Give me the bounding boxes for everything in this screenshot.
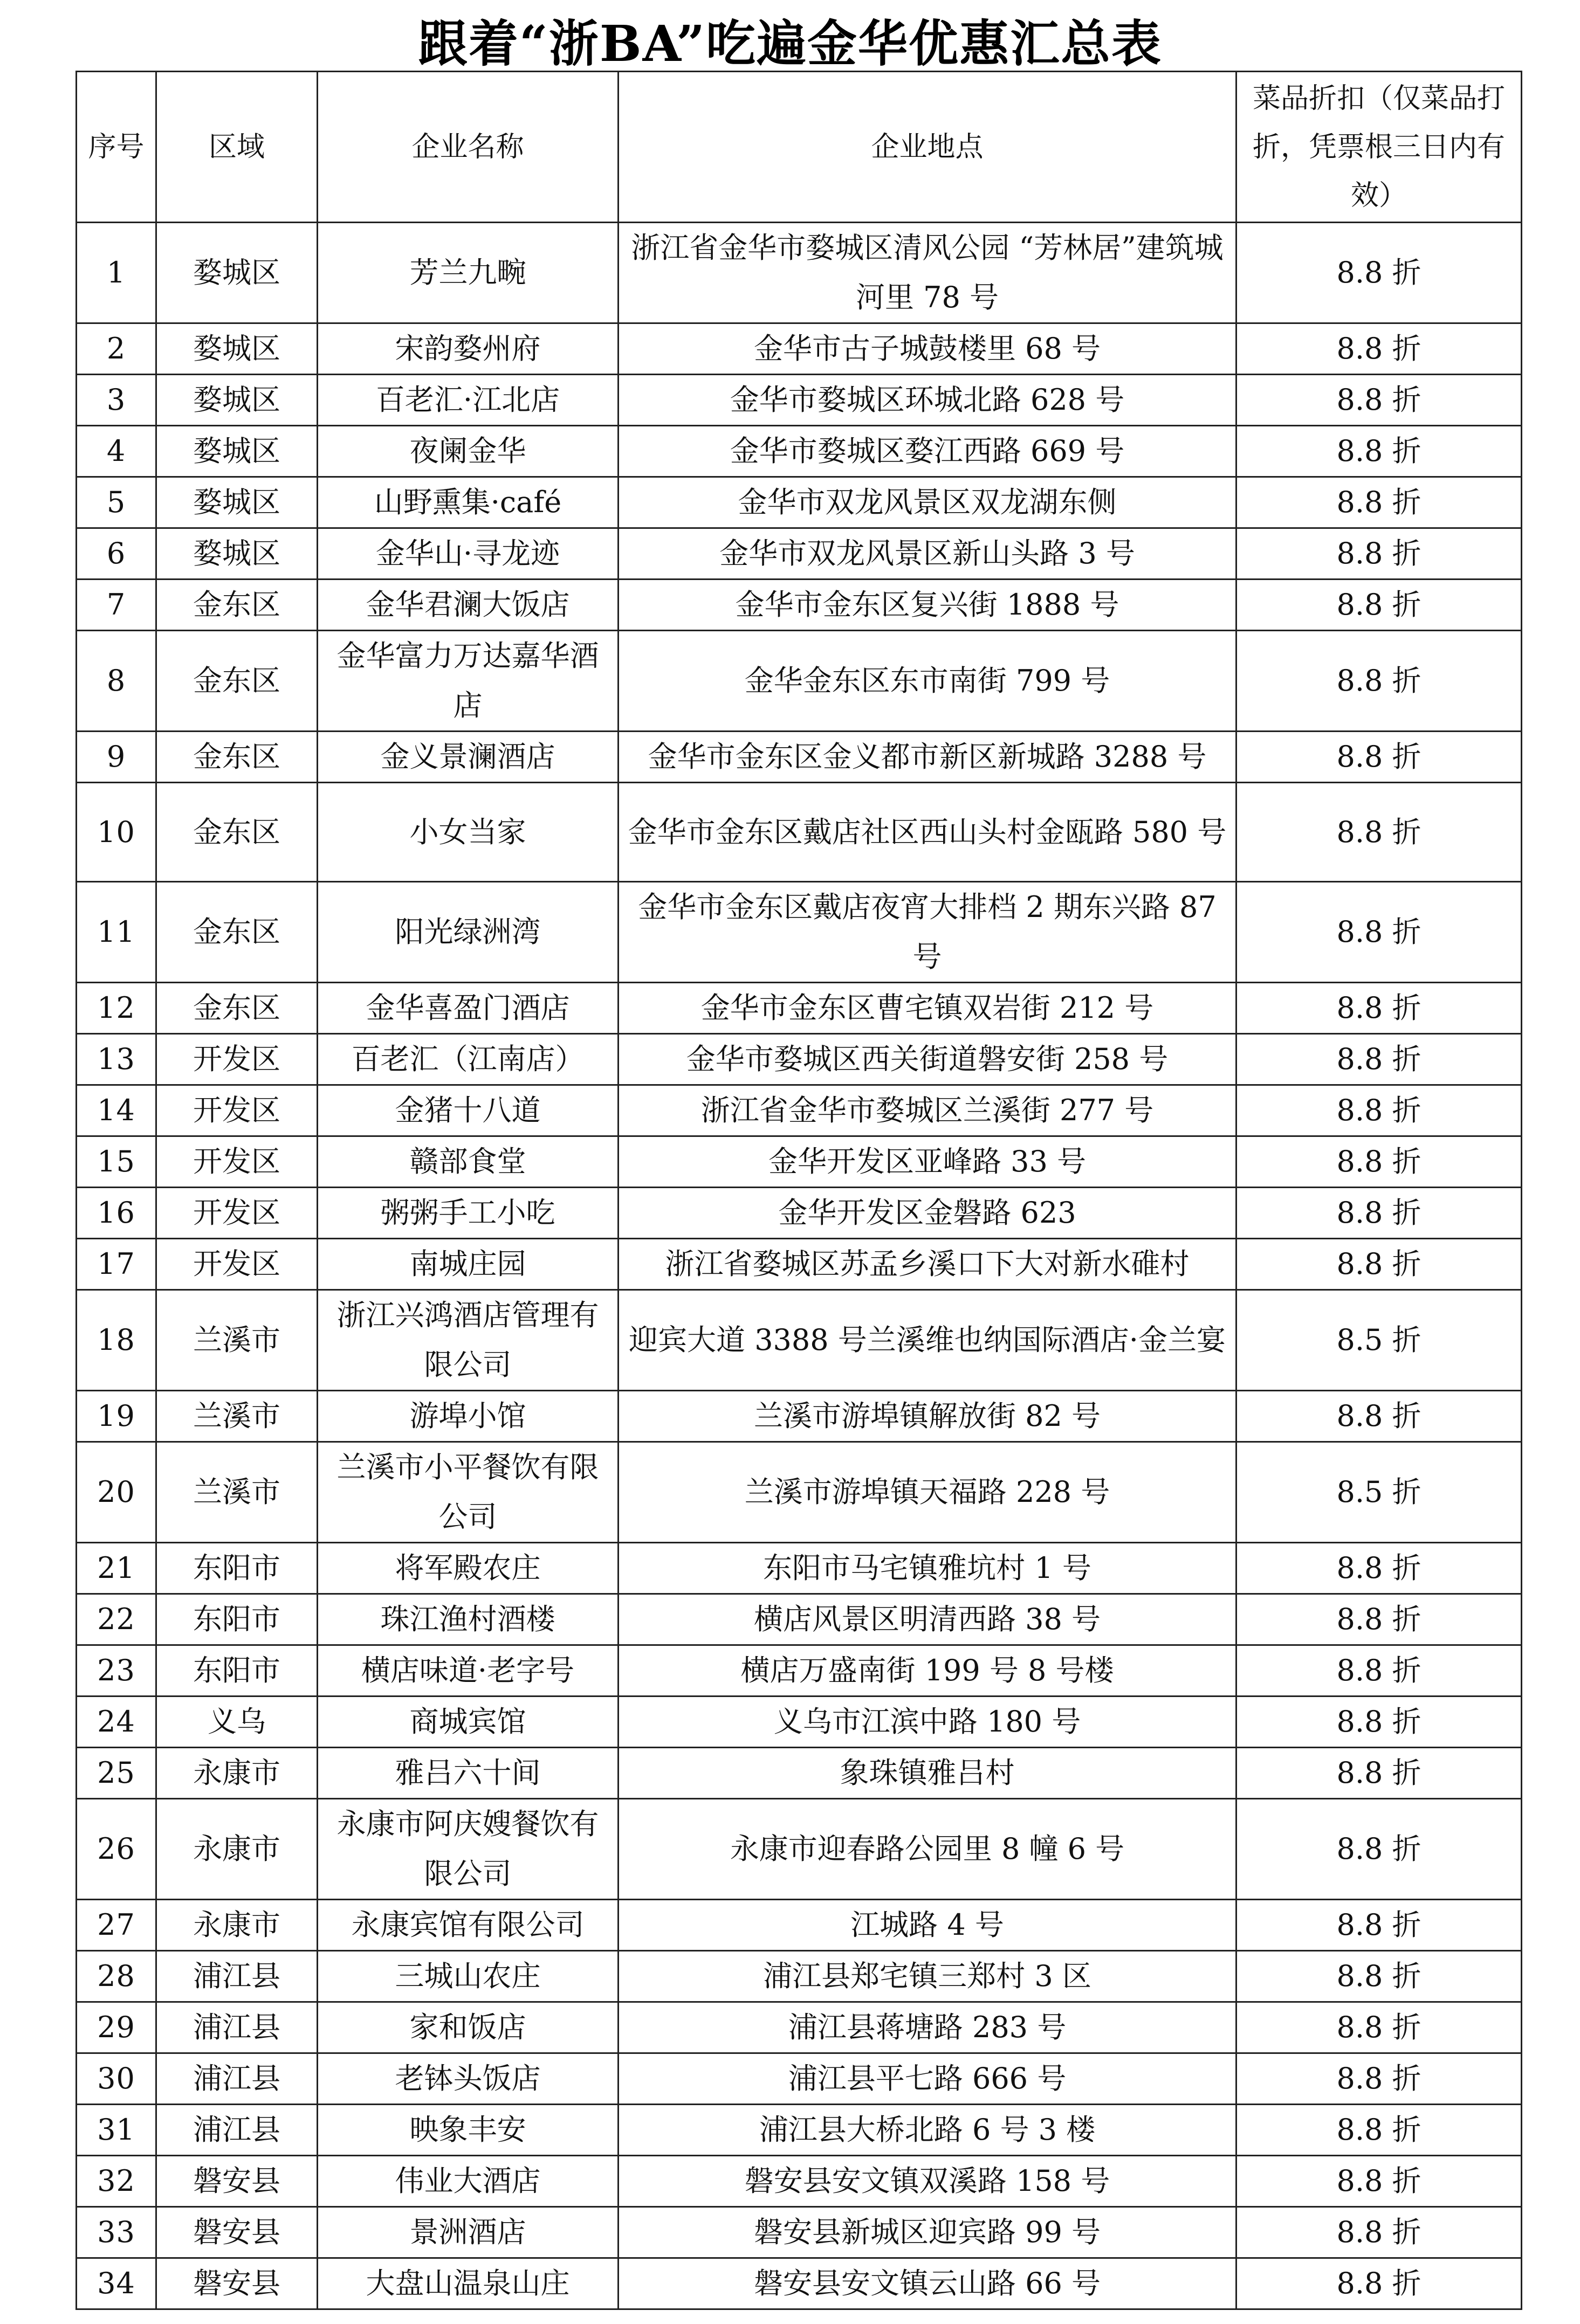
header-discount: 菜品折扣（仅菜品打折，凭票根三日内有效） <box>1236 72 1522 223</box>
cell-name: 三城山农庄 <box>318 1951 619 2002</box>
cell-no: 20 <box>77 1442 156 1543</box>
cell-name: 夜阑金华 <box>318 426 619 477</box>
cell-name: 粥粥手工小吃 <box>318 1188 619 1239</box>
cell-region: 金东区 <box>156 631 318 732</box>
cell-name: 金猪十八道 <box>318 1085 619 1136</box>
cell-region: 金东区 <box>156 732 318 783</box>
cell-name: 宋韵婺州府 <box>318 323 619 375</box>
cell-address: 金华金东区东市南街 799 号 <box>619 631 1236 732</box>
cell-address: 浦江县蒋塘路 283 号 <box>619 2002 1236 2053</box>
cell-discount: 8.8 折 <box>1236 2258 1522 2309</box>
cell-discount: 8.8 折 <box>1236 477 1522 528</box>
cell-address: 金华市金东区戴店夜宵大排档 2 期东兴路 87 号 <box>619 882 1236 983</box>
cell-name: 雅吕六十间 <box>318 1748 619 1799</box>
cell-address: 兰溪市游埠镇天福路 228 号 <box>619 1442 1236 1543</box>
cell-address: 横店万盛南街 199 号 8 号楼 <box>619 1645 1236 1697</box>
cell-region: 磐安县 <box>156 2207 318 2258</box>
cell-region: 婺城区 <box>156 477 318 528</box>
table-row <box>77 1543 1522 1594</box>
cell-address: 磐安县安文镇云山路 66 号 <box>619 2258 1236 2309</box>
cell-region: 婺城区 <box>156 528 318 580</box>
cell-region: 东阳市 <box>156 1594 318 1645</box>
cell-region: 永康市 <box>156 1748 318 1799</box>
cell-name: 芳兰九畹 <box>318 223 619 323</box>
cell-name: 映象丰安 <box>318 2105 619 2156</box>
cell-no: 29 <box>77 2002 156 2053</box>
table-row <box>77 1594 1522 1645</box>
table-row <box>77 1697 1522 1748</box>
cell-name: 金义景澜酒店 <box>318 732 619 783</box>
cell-region: 金东区 <box>156 882 318 983</box>
cell-no: 34 <box>77 2258 156 2309</box>
cell-name: 大盘山温泉山庄 <box>318 2258 619 2309</box>
table-row <box>77 1136 1522 1188</box>
cell-discount: 8.8 折 <box>1236 2053 1522 2105</box>
cell-region: 东阳市 <box>156 1543 318 1594</box>
cell-region: 金东区 <box>156 983 318 1034</box>
cell-address: 义乌市江滨中路 180 号 <box>619 1697 1236 1748</box>
cell-region: 开发区 <box>156 1034 318 1085</box>
cell-discount: 8.8 折 <box>1236 1034 1522 1085</box>
cell-name: 南城庄园 <box>318 1239 619 1290</box>
cell-name: 金华喜盈门酒店 <box>318 983 619 1034</box>
cell-address: 迎宾大道 3388 号兰溪维也纳国际酒店·金兰宴 <box>619 1290 1236 1391</box>
cell-discount: 8.8 折 <box>1236 2156 1522 2207</box>
cell-name: 将军殿农庄 <box>318 1543 619 1594</box>
cell-discount: 8.8 折 <box>1236 580 1522 631</box>
cell-name: 永康宾馆有限公司 <box>318 1900 619 1951</box>
cell-no: 13 <box>77 1034 156 1085</box>
cell-name: 金华君澜大饭店 <box>318 580 619 631</box>
cell-no: 17 <box>77 1239 156 1290</box>
table-row <box>77 426 1522 477</box>
cell-discount: 8.8 折 <box>1236 1748 1522 1799</box>
cell-no: 32 <box>77 2156 156 2207</box>
table-row <box>77 1442 1522 1543</box>
header-address: 企业地点 <box>619 72 1236 223</box>
cell-discount: 8.8 折 <box>1236 983 1522 1034</box>
table-row <box>77 1900 1522 1951</box>
cell-address: 金华开发区金磐路 623 <box>619 1188 1236 1239</box>
cell-discount: 8.8 折 <box>1236 1900 1522 1951</box>
cell-address: 浙江省金华市婺城区清风公园 “芳林居”建筑城河里 78 号 <box>619 223 1236 323</box>
cell-discount: 8.8 折 <box>1236 528 1522 580</box>
table-row <box>77 1799 1522 1900</box>
cell-discount: 8.8 折 <box>1236 1543 1522 1594</box>
cell-address: 金华市金东区复兴街 1888 号 <box>619 580 1236 631</box>
cell-name: 阳光绿洲湾 <box>318 882 619 983</box>
table-row <box>77 1239 1522 1290</box>
table-row <box>77 783 1522 882</box>
cell-name: 伟业大酒店 <box>318 2156 619 2207</box>
table-row <box>77 732 1522 783</box>
table-row <box>77 1034 1522 1085</box>
cell-name: 山野熏集·café <box>318 477 619 528</box>
cell-address: 浦江县郑宅镇三郑村 3 区 <box>619 1951 1236 2002</box>
cell-name: 横店味道·老字号 <box>318 1645 619 1697</box>
page-title: 跟着“浙BA”吃遍金华优惠汇总表 <box>417 15 1163 73</box>
cell-address: 浦江县大桥北路 6 号 3 楼 <box>619 2105 1236 2156</box>
cell-no: 26 <box>77 1799 156 1900</box>
cell-region: 开发区 <box>156 1188 318 1239</box>
cell-no: 14 <box>77 1085 156 1136</box>
cell-name: 金华富力万达嘉华酒店 <box>318 631 619 732</box>
cell-discount: 8.8 折 <box>1236 1799 1522 1900</box>
cell-address: 永康市迎春路公园里 8 幢 6 号 <box>619 1799 1236 1900</box>
cell-no: 19 <box>77 1391 156 1442</box>
cell-no: 16 <box>77 1188 156 1239</box>
cell-address: 金华市金东区戴店社区西山头村金瓯路 580 号 <box>619 783 1236 882</box>
cell-address: 磐安县新城区迎宾路 99 号 <box>619 2207 1236 2258</box>
cell-no: 33 <box>77 2207 156 2258</box>
table-row <box>77 375 1522 426</box>
header-name: 企业名称 <box>318 72 619 223</box>
cell-discount: 8.8 折 <box>1236 1391 1522 1442</box>
cell-no: 22 <box>77 1594 156 1645</box>
table-row <box>77 2258 1522 2309</box>
cell-region: 婺城区 <box>156 223 318 323</box>
table-row <box>77 882 1522 983</box>
table-row <box>77 2002 1522 2053</box>
cell-region: 兰溪市 <box>156 1290 318 1391</box>
cell-region: 浦江县 <box>156 2053 318 2105</box>
cell-discount: 8.8 折 <box>1236 732 1522 783</box>
table-row <box>77 580 1522 631</box>
table-header-row <box>77 72 1522 223</box>
cell-region: 开发区 <box>156 1085 318 1136</box>
cell-address: 磐安县安文镇双溪路 158 号 <box>619 2156 1236 2207</box>
cell-name: 兰溪市小平餐饮有限公司 <box>318 1442 619 1543</box>
cell-region: 磐安县 <box>156 2156 318 2207</box>
cell-address: 金华市金东区曹宅镇双岩街 212 号 <box>619 983 1236 1034</box>
cell-discount: 8.8 折 <box>1236 1239 1522 1290</box>
cell-no: 5 <box>77 477 156 528</box>
cell-discount: 8.8 折 <box>1236 1951 1522 2002</box>
cell-no: 8 <box>77 631 156 732</box>
cell-no: 9 <box>77 732 156 783</box>
cell-no: 18 <box>77 1290 156 1391</box>
table-row <box>77 1748 1522 1799</box>
cell-region: 永康市 <box>156 1799 318 1900</box>
cell-discount: 8.8 折 <box>1236 631 1522 732</box>
table-body <box>77 223 1522 2309</box>
cell-no: 21 <box>77 1543 156 1594</box>
table-row <box>77 1645 1522 1697</box>
cell-discount: 8.8 折 <box>1236 223 1522 323</box>
table-row <box>77 528 1522 580</box>
cell-address: 横店风景区明清西路 38 号 <box>619 1594 1236 1645</box>
cell-region: 开发区 <box>156 1239 318 1290</box>
cell-region: 浦江县 <box>156 2105 318 2156</box>
cell-name: 家和饭店 <box>318 2002 619 2053</box>
cell-no: 25 <box>77 1748 156 1799</box>
cell-region: 兰溪市 <box>156 1442 318 1543</box>
cell-region: 浦江县 <box>156 1951 318 2002</box>
cell-discount: 8.8 折 <box>1236 426 1522 477</box>
cell-address: 金华市古子城鼓楼里 68 号 <box>619 323 1236 375</box>
table-row <box>77 1391 1522 1442</box>
cell-region: 义乌 <box>156 1697 318 1748</box>
cell-name: 景洲酒店 <box>318 2207 619 2258</box>
cell-discount: 8.8 折 <box>1236 1594 1522 1645</box>
cell-no: 31 <box>77 2105 156 2156</box>
discount-table <box>75 71 1522 2310</box>
cell-region: 浦江县 <box>156 2002 318 2053</box>
cell-address: 金华市婺城区环城北路 628 号 <box>619 375 1236 426</box>
cell-address: 金华开发区亚峰路 33 号 <box>619 1136 1236 1188</box>
cell-region: 东阳市 <box>156 1645 318 1697</box>
cell-address: 浦江县平七路 666 号 <box>619 2053 1236 2105</box>
cell-no: 12 <box>77 983 156 1034</box>
cell-discount: 8.5 折 <box>1236 1290 1522 1391</box>
cell-no: 28 <box>77 1951 156 2002</box>
cell-address: 金华市金东区金义都市新区新城路 3288 号 <box>619 732 1236 783</box>
cell-region: 婺城区 <box>156 426 318 477</box>
table-row <box>77 1290 1522 1391</box>
cell-name: 珠江渔村酒楼 <box>318 1594 619 1645</box>
cell-address: 金华市双龙风景区双龙湖东侧 <box>619 477 1236 528</box>
cell-no: 15 <box>77 1136 156 1188</box>
cell-discount: 8.8 折 <box>1236 375 1522 426</box>
table-row <box>77 2105 1522 2156</box>
cell-address: 象珠镇雅吕村 <box>619 1748 1236 1799</box>
cell-address: 浙江省婺城区苏孟乡溪口下大对新水碓村 <box>619 1239 1236 1290</box>
cell-no: 7 <box>77 580 156 631</box>
table-row <box>77 983 1522 1034</box>
cell-discount: 8.8 折 <box>1236 1188 1522 1239</box>
cell-address: 东阳市马宅镇雅坑村 1 号 <box>619 1543 1236 1594</box>
cell-address: 浙江省金华市婺城区兰溪街 277 号 <box>619 1085 1236 1136</box>
cell-no: 24 <box>77 1697 156 1748</box>
cell-name: 赣部食堂 <box>318 1136 619 1188</box>
cell-region: 金东区 <box>156 783 318 882</box>
cell-region: 金东区 <box>156 580 318 631</box>
cell-name: 老钵头饭店 <box>318 2053 619 2105</box>
table-row <box>77 2156 1522 2207</box>
table-row <box>77 631 1522 732</box>
cell-name: 金华山·寻龙迹 <box>318 528 619 580</box>
cell-name: 商城宾馆 <box>318 1697 619 1748</box>
cell-no: 3 <box>77 375 156 426</box>
cell-no: 30 <box>77 2053 156 2105</box>
cell-name: 百老汇·江北店 <box>318 375 619 426</box>
cell-discount: 8.8 折 <box>1236 1645 1522 1697</box>
table-row <box>77 1951 1522 2002</box>
cell-no: 23 <box>77 1645 156 1697</box>
cell-discount: 8.8 折 <box>1236 2105 1522 2156</box>
cell-region: 开发区 <box>156 1136 318 1188</box>
cell-discount: 8.8 折 <box>1236 323 1522 375</box>
cell-no: 27 <box>77 1900 156 1951</box>
cell-name: 小女当家 <box>318 783 619 882</box>
cell-region: 婺城区 <box>156 323 318 375</box>
table-row <box>77 2053 1522 2105</box>
cell-discount: 8.8 折 <box>1236 882 1522 983</box>
cell-no: 10 <box>77 783 156 882</box>
cell-region: 永康市 <box>156 1900 318 1951</box>
table-row <box>77 2207 1522 2258</box>
cell-discount: 8.8 折 <box>1236 1136 1522 1188</box>
cell-discount: 8.8 折 <box>1236 783 1522 882</box>
table-row <box>77 477 1522 528</box>
cell-discount: 8.8 折 <box>1236 2002 1522 2053</box>
cell-address: 金华市婺城区婺江西路 669 号 <box>619 426 1236 477</box>
cell-address: 金华市双龙风景区新山头路 3 号 <box>619 528 1236 580</box>
cell-region: 磐安县 <box>156 2258 318 2309</box>
table-row <box>77 223 1522 323</box>
table-row <box>77 323 1522 375</box>
cell-name: 游埠小馆 <box>318 1391 619 1442</box>
cell-address: 金华市婺城区西关街道磐安街 258 号 <box>619 1034 1236 1085</box>
table-row <box>77 1085 1522 1136</box>
cell-no: 6 <box>77 528 156 580</box>
cell-no: 4 <box>77 426 156 477</box>
cell-region: 兰溪市 <box>156 1391 318 1442</box>
table-row <box>77 1188 1522 1239</box>
cell-no: 11 <box>77 882 156 983</box>
cell-address: 兰溪市游埠镇解放街 82 号 <box>619 1391 1236 1442</box>
header-region: 区域 <box>156 72 318 223</box>
cell-address: 江城路 4 号 <box>619 1900 1236 1951</box>
cell-name: 浙江兴鸿酒店管理有限公司 <box>318 1290 619 1391</box>
cell-discount: 8.8 折 <box>1236 2207 1522 2258</box>
cell-region: 婺城区 <box>156 375 318 426</box>
header-no: 序号 <box>77 72 156 223</box>
cell-no: 1 <box>77 223 156 323</box>
cell-name: 永康市阿庆嫂餐饮有限公司 <box>318 1799 619 1900</box>
cell-discount: 8.8 折 <box>1236 1085 1522 1136</box>
cell-discount: 8.5 折 <box>1236 1442 1522 1543</box>
cell-discount: 8.8 折 <box>1236 1697 1522 1748</box>
cell-no: 2 <box>77 323 156 375</box>
cell-name: 百老汇（江南店） <box>318 1034 619 1085</box>
